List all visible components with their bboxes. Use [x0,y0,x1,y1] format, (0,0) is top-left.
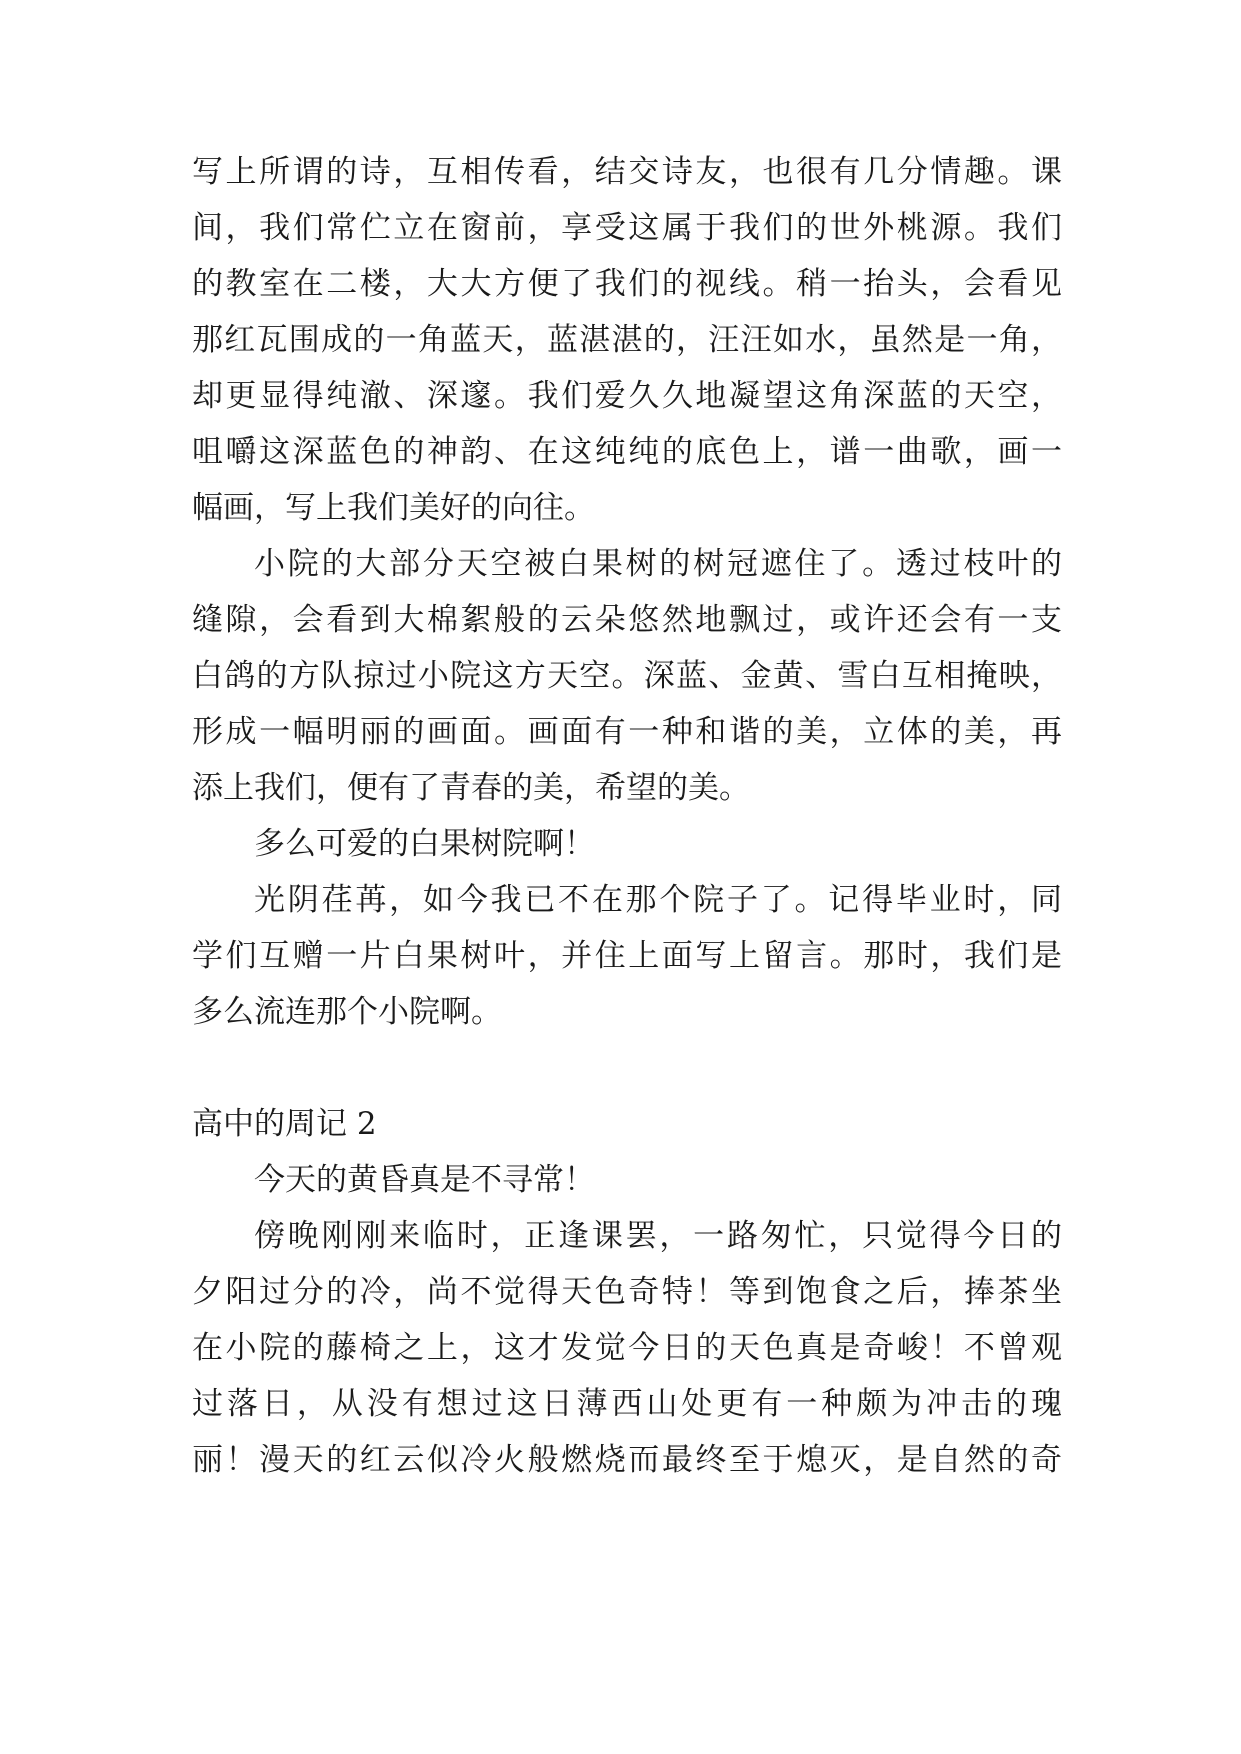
paragraph-line: 丽！漫天的红云似冷火般燃烧而最终至于熄灭，是自然的奇 [192,1442,1062,1478]
paragraph-line: 学们互赠一片白果树叶，并住上面写上留言。那时，我们是 [192,938,1062,974]
section-title: 高中的周记 2 [192,1106,377,1142]
paragraph-line: 间，我们常伫立在窗前，享受这属于我们的世外桃源。我们 [192,210,1062,246]
paragraph-line: 缝隙，会看到大棉絮般的云朵悠然地飘过，或许还会有一支 [192,602,1062,638]
paragraph-line: 过落日，从没有想过这日薄西山处更有一种颇为冲击的瑰 [192,1386,1062,1422]
paragraph-line: 咀嚼这深蓝色的神韵、在这纯纯的底色上，谱一曲歌，画一 [192,434,1062,470]
paragraph-line: 多么可爱的白果树院啊！ [254,826,595,862]
paragraph-line: 多么流连那个小院啊。 [192,994,502,1030]
paragraph-line: 形成一幅明丽的画面。画面有一种和谐的美，立体的美，再 [192,714,1062,750]
paragraph-line: 傍晚刚刚来临时，正逢课罢，一路匆忙，只觉得今日的 [254,1218,1062,1254]
paragraph-line: 白鸽的方队掠过小院这方天空。深蓝、金黄、雪白互相掩映， [192,658,1062,694]
paragraph-line: 幅画，写上我们美好的向往。 [192,490,595,526]
paragraph-line: 的教室在二楼，大大方便了我们的视线。稍一抬头，会看见 [192,266,1062,302]
paragraph-line: 光阴荏苒，如今我已不在那个院子了。记得毕业时，同 [254,882,1062,918]
paragraph-line: 小院的大部分天空被白果树的树冠遮住了。透过枝叶的 [254,546,1062,582]
paragraph-line: 却更显得纯澈、深邃。我们爱久久地凝望这角深蓝的天空， [192,378,1062,414]
paragraph-line: 夕阳过分的冷，尚不觉得天色奇特！等到饱食之后，捧茶坐 [192,1274,1062,1310]
paragraph-line: 写上所谓的诗，互相传看，结交诗友，也很有几分情趣。课 [192,154,1062,190]
paragraph-line: 在小院的藤椅之上，这才发觉今日的天色真是奇峻！不曾观 [192,1330,1062,1366]
paragraph-line: 那红瓦围成的一角蓝天，蓝湛湛的，汪汪如水，虽然是一角， [192,322,1062,358]
paragraph-line: 添上我们，便有了青春的美，希望的美。 [192,770,750,806]
paragraph-line: 今天的黄昏真是不寻常！ [254,1162,595,1198]
